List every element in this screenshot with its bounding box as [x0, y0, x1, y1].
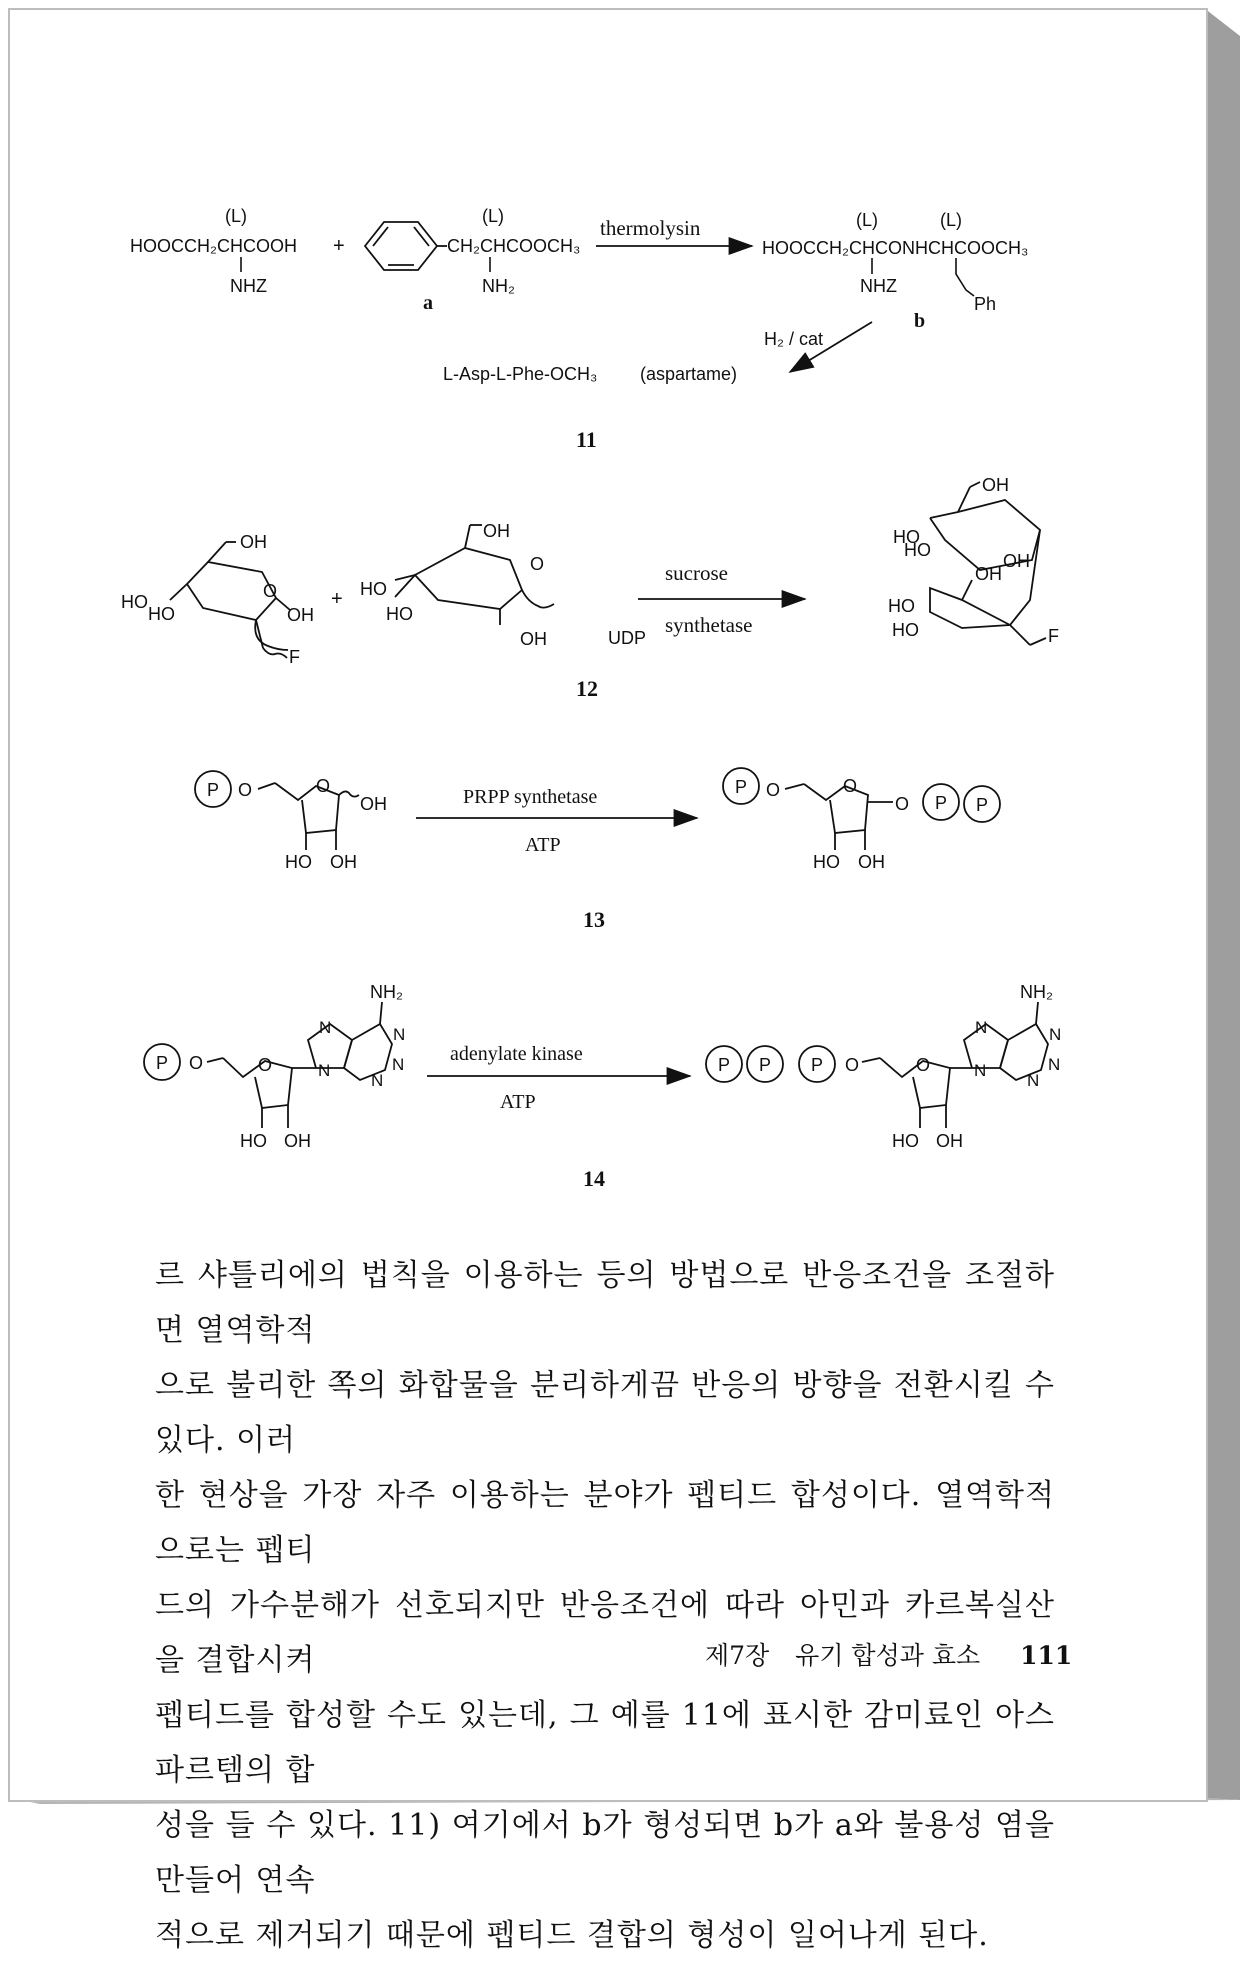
s13-oh1: OH — [360, 794, 387, 814]
s14-p3: P — [759, 1055, 772, 1075]
body-line: 한 현상을 가장 자주 이용하는 분야가 펩티드 합성이다. 열역학적으로는 펩티 — [155, 1478, 1055, 1568]
s14-n8: N — [1048, 1055, 1061, 1074]
atp-label-13: ATP — [525, 834, 561, 856]
s12-oh3: OH — [483, 521, 510, 541]
body-line: 펩티드를 합성할 수도 있는데, 그 예를 11에 표시한 감미료인 아스파르템의 합 — [155, 1698, 1055, 1788]
r2-sub: NH₂ — [482, 276, 515, 296]
p-sub: NHZ — [860, 276, 897, 296]
s12-oh6: OH — [975, 564, 1002, 584]
s12-udp: UDP — [608, 628, 647, 648]
s12-oh5: OH — [982, 475, 1009, 495]
s14-n10: N — [974, 1061, 987, 1080]
s13-o1: O — [238, 780, 253, 800]
s12-oh4: OH — [520, 629, 547, 649]
r2-stereo: (L) — [482, 206, 504, 226]
plus-12: + — [331, 588, 343, 610]
scheme-14-label: 14 — [583, 1166, 605, 1191]
s12-oh2: OH — [287, 605, 314, 625]
s12-ho8: HO — [892, 620, 919, 640]
compound-b: b — [914, 310, 926, 332]
s14-p2: P — [718, 1055, 731, 1075]
plus-11: + — [333, 235, 345, 257]
body-line: 적으로 제거되기 때문에 펩티드 결합의 형성이 일어나게 된다. — [155, 1918, 989, 1953]
final-product: L-Asp-L-Phe-OCH₃ — [443, 364, 598, 384]
s14-nh2-1: NH₂ — [370, 982, 403, 1002]
s14-n2: N — [393, 1025, 406, 1044]
atp-label-14: ATP — [500, 1091, 536, 1113]
s13-o2: O — [316, 776, 331, 796]
synthetase-label: synthetase — [665, 613, 753, 637]
s12-ho1: HO — [121, 592, 148, 612]
p-stereo2: (L) — [940, 210, 962, 230]
s14-ho1: HO — [240, 1131, 267, 1151]
s12-ho6: HO — [904, 540, 931, 560]
p-ph: Ph — [974, 294, 997, 314]
s12-o1: O — [263, 581, 278, 601]
aspartame-label: (aspartame) — [640, 364, 738, 384]
page-number: 111 — [1020, 1641, 1073, 1670]
s12-ho5: HO — [893, 527, 920, 547]
s14-oh2: OH — [936, 1131, 963, 1151]
scheme-13-label: 13 — [583, 907, 605, 932]
scheme-12-label: 12 — [576, 676, 598, 701]
s12-oh7: OH — [1003, 551, 1030, 571]
s14-n1: N — [319, 1018, 332, 1037]
s12-o2: O — [530, 554, 545, 574]
footer-title: 유기 합성과 효소 — [795, 1641, 981, 1670]
scheme-14-text — [156, 982, 1061, 1191]
s14-o2: O — [258, 1055, 273, 1075]
p-stereo1: (L) — [856, 210, 878, 230]
page-footer — [705, 1636, 1090, 1672]
s14-n3: N — [392, 1055, 405, 1074]
s14-p4: P — [811, 1055, 824, 1075]
s12-ho7: HO — [888, 596, 915, 616]
s13-oh2: OH — [330, 852, 357, 872]
h2-cat-label: H₂ / cat — [764, 329, 824, 349]
s12-ho2: HO — [148, 604, 175, 624]
s14-o1: O — [189, 1053, 204, 1073]
adenylate-kinase-label: adenylate kinase — [450, 1043, 583, 1065]
s13-p4: P — [976, 795, 989, 815]
body-line: 르 샤틀리에의 법칙을 이용하는 등의 방법으로 반응조건을 조절하면 열역학적 — [155, 1258, 1055, 1348]
s14-n4: N — [371, 1071, 384, 1090]
r1-stereo: (L) — [225, 206, 247, 226]
s13-p1: P — [207, 780, 220, 800]
s13-oh3: OH — [858, 852, 885, 872]
s14-ho2: HO — [892, 1131, 919, 1151]
s13-p2: P — [735, 777, 748, 797]
sucrose-label: sucrose — [665, 561, 728, 585]
s14-o4: O — [916, 1055, 931, 1075]
body-paragraph — [155, 1248, 1055, 1963]
body-line: 으로 불리한 쪽의 화합물을 분리하게끔 반응의 방향을 전환시킬 수 있다. 이러 — [155, 1368, 1055, 1458]
body-line: 드의 가수분해가 선호되지만 반응조건에 따라 아민과 카르복실산을 결합시켜 — [155, 1588, 1055, 1678]
s14-n5: N — [318, 1061, 331, 1080]
scheme-14 — [144, 1002, 1048, 1128]
benzene-icon — [365, 222, 447, 270]
s14-p1: P — [156, 1053, 169, 1073]
body-line: 성을 들 수 있다. 11) 여기에서 b가 형성되면 b가 a와 불용성 염을 만들어 연속 — [155, 1808, 1055, 1898]
s13-o3: O — [766, 780, 781, 800]
s14-o3: O — [845, 1055, 860, 1075]
p-formula: HOOCCH₂CHCONHCHCOOCH₃ — [762, 238, 1029, 258]
s13-ho1: HO — [285, 852, 312, 872]
r1-sub: NHZ — [230, 276, 267, 296]
s14-n9: N — [1027, 1071, 1040, 1090]
footer-chapter: 제7장 — [705, 1641, 770, 1670]
s13-ho2: HO — [813, 852, 840, 872]
s14-oh1: OH — [284, 1131, 311, 1151]
s13-o5: O — [895, 794, 910, 814]
prpp-label: PRPP synthetase — [463, 786, 598, 808]
s13-p3: P — [935, 793, 948, 813]
r1-formula: HOOCCH₂CHCOOH — [130, 236, 297, 256]
s12-f2: F — [1048, 626, 1059, 646]
s12-f1: F — [289, 647, 300, 667]
scheme-11-label: 11 — [576, 427, 597, 452]
s14-nh2-2: NH₂ — [1020, 982, 1053, 1002]
s12-oh1: OH — [240, 532, 267, 552]
scheme-13-text — [207, 776, 988, 932]
thermolysin-label: thermolysin — [600, 216, 701, 240]
s12-ho4: HO — [386, 604, 413, 624]
s12-ho3: HO — [360, 579, 387, 599]
s14-n7: N — [1049, 1025, 1062, 1044]
compound-a: a — [423, 292, 433, 314]
scheme-11 — [130, 206, 1028, 452]
s13-o4: O — [843, 776, 858, 796]
scheme-12-text — [121, 475, 1059, 701]
s14-n6: N — [975, 1018, 988, 1037]
r2-chain: CH₂CHCOOCH₃ — [447, 236, 581, 256]
